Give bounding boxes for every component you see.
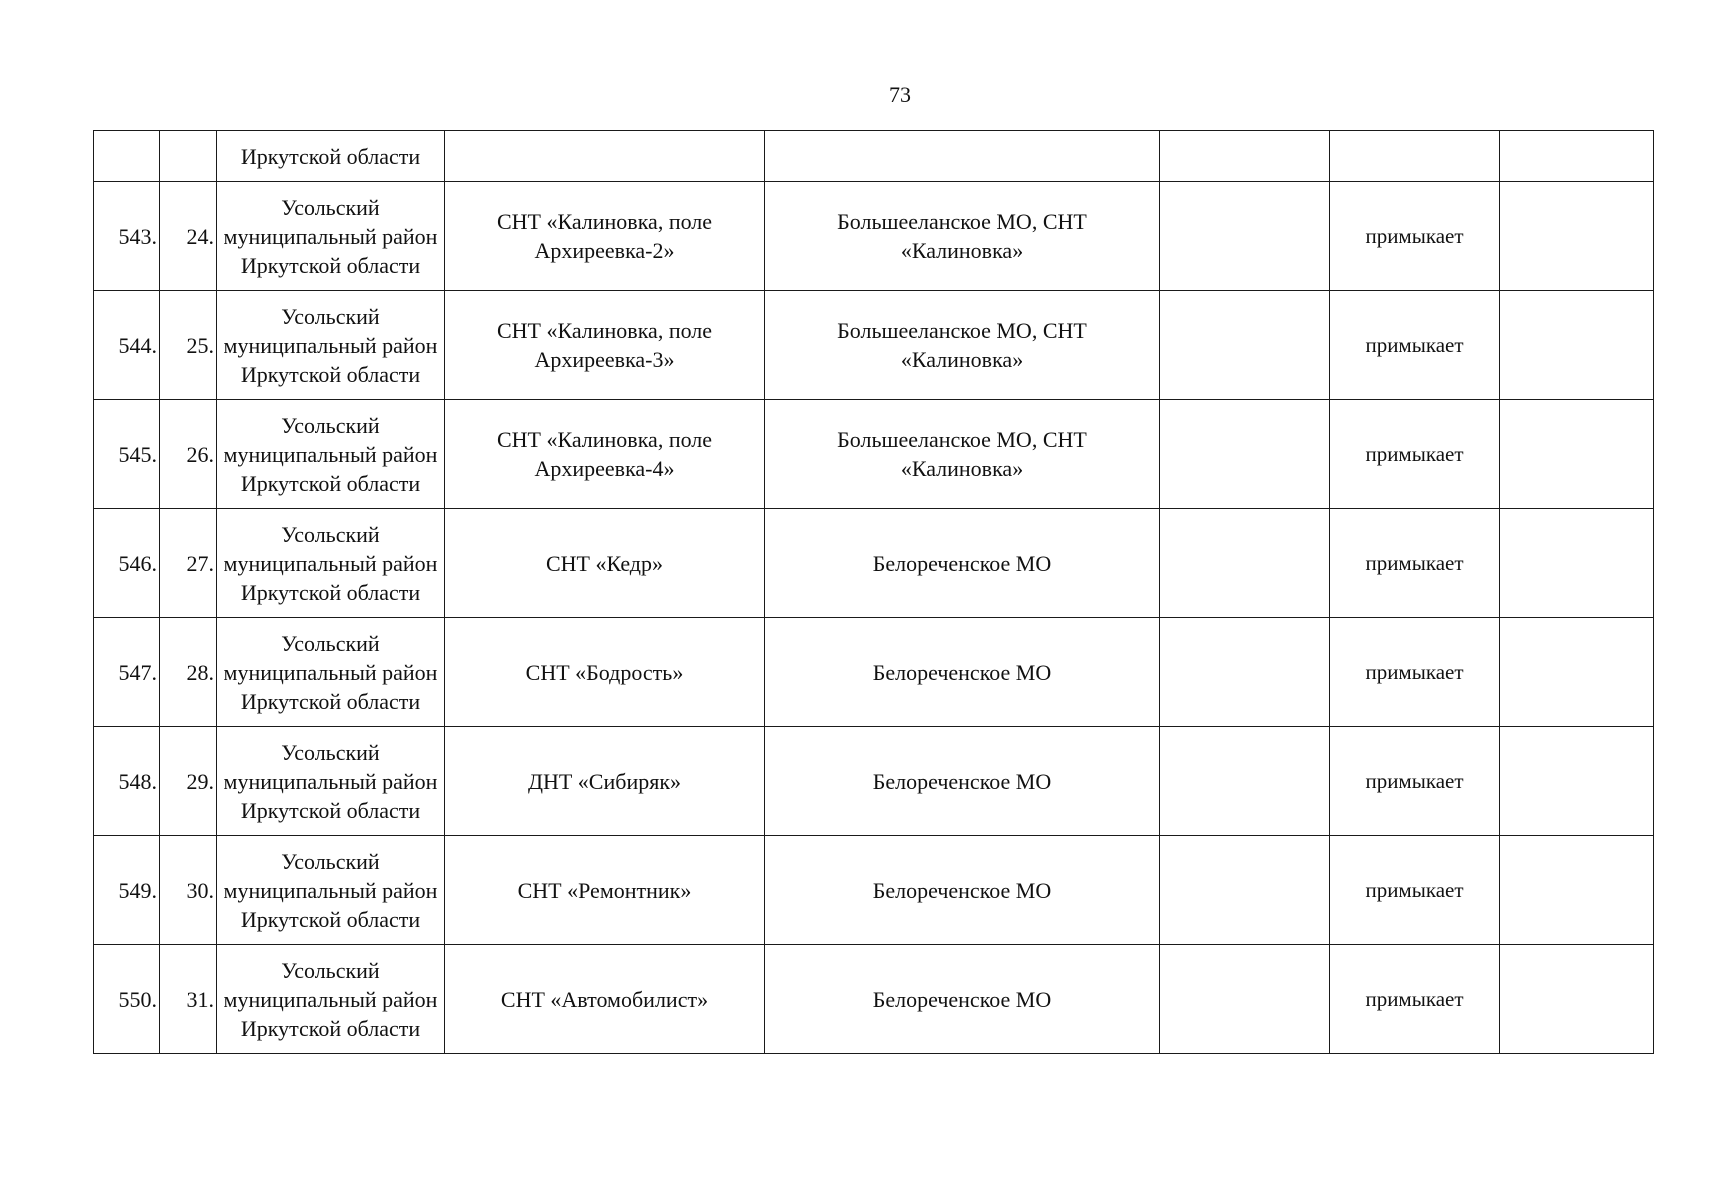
table-row	[94, 509, 1654, 618]
cell-municipality: Усольский муниципальный район Иркутской области	[217, 727, 445, 836]
cell-object: СНТ «Кедр»	[445, 509, 765, 618]
table-row	[94, 400, 1654, 509]
cell-global-no: 546.	[94, 509, 160, 618]
cell-col6	[1160, 618, 1330, 727]
cell-local-no: 28.	[160, 618, 217, 727]
cell-global-no: 545.	[94, 400, 160, 509]
cell-global-no: 549.	[94, 836, 160, 945]
cell-global-no: 544.	[94, 291, 160, 400]
cell-location	[765, 131, 1160, 182]
cell-object: СНТ «Автомобилист»	[445, 945, 765, 1054]
cell-status: примыкает	[1330, 509, 1500, 618]
table-row	[94, 291, 1654, 400]
cell-location: Большееланское МО, СНТ «Калиновка»	[765, 400, 1160, 509]
table-row	[94, 727, 1654, 836]
cell-object: СНТ «Калиновка, поле Архиреевка-2»	[445, 182, 765, 291]
cell-col8	[1500, 291, 1654, 400]
cell-municipality: Усольский муниципальный район Иркутской области	[217, 182, 445, 291]
cell-col6	[1160, 291, 1330, 400]
cell-object: СНТ «Калиновка, поле Архиреевка-3»	[445, 291, 765, 400]
cell-object: СНТ «Калиновка, поле Архиреевка-4»	[445, 400, 765, 509]
cell-status: примыкает	[1330, 182, 1500, 291]
cell-municipality: Усольский муниципальный район Иркутской области	[217, 836, 445, 945]
cell-col8	[1500, 618, 1654, 727]
cell-municipality: Иркутской области	[217, 131, 445, 182]
continuation-row	[94, 131, 1654, 182]
settlements-table	[93, 130, 1654, 1054]
cell-local-no: 29.	[160, 727, 217, 836]
cell-local-no	[160, 131, 217, 182]
cell-status: примыкает	[1330, 400, 1500, 509]
cell-location: Белореченское МО	[765, 727, 1160, 836]
cell-local-no: 31.	[160, 945, 217, 1054]
cell-local-no: 30.	[160, 836, 217, 945]
cell-col6	[1160, 131, 1330, 182]
cell-location: Большееланское МО, СНТ «Калиновка»	[765, 291, 1160, 400]
cell-col6	[1160, 509, 1330, 618]
cell-location: Белореченское МО	[765, 509, 1160, 618]
cell-col8	[1500, 945, 1654, 1054]
cell-col8	[1500, 131, 1654, 182]
cell-status: примыкает	[1330, 727, 1500, 836]
cell-col6	[1160, 727, 1330, 836]
cell-col8	[1500, 509, 1654, 618]
table-row	[94, 182, 1654, 291]
cell-col6	[1160, 836, 1330, 945]
cell-municipality: Усольский муниципальный район Иркутской области	[217, 945, 445, 1054]
cell-global-no: 543.	[94, 182, 160, 291]
cell-local-no: 25.	[160, 291, 217, 400]
cell-local-no: 27.	[160, 509, 217, 618]
cell-status: примыкает	[1330, 836, 1500, 945]
cell-object: СНТ «Бодрость»	[445, 618, 765, 727]
cell-global-no: 550.	[94, 945, 160, 1054]
cell-municipality: Усольский муниципальный район Иркутской области	[217, 509, 445, 618]
cell-municipality: Усольский муниципальный район Иркутской области	[217, 400, 445, 509]
table-row	[94, 945, 1654, 1054]
cell-col6	[1160, 182, 1330, 291]
cell-col6	[1160, 945, 1330, 1054]
cell-col8	[1500, 182, 1654, 291]
cell-status: примыкает	[1330, 291, 1500, 400]
table-row	[94, 836, 1654, 945]
cell-object	[445, 131, 765, 182]
cell-object: СНТ «Ремонтник»	[445, 836, 765, 945]
cell-global-no	[94, 131, 160, 182]
cell-global-no: 547.	[94, 618, 160, 727]
cell-local-no: 26.	[160, 400, 217, 509]
cell-location: Белореченское МО	[765, 836, 1160, 945]
cell-global-no: 548.	[94, 727, 160, 836]
page-number: 73	[889, 82, 911, 107]
cell-object: ДНТ «Сибиряк»	[445, 727, 765, 836]
cell-location: Белореченское МО	[765, 945, 1160, 1054]
cell-local-no: 24.	[160, 182, 217, 291]
cell-col8	[1500, 836, 1654, 945]
cell-status: примыкает	[1330, 945, 1500, 1054]
cell-location: Большееланское МО, СНТ «Калиновка»	[765, 182, 1160, 291]
table-row	[94, 618, 1654, 727]
cell-location: Белореченское МО	[765, 618, 1160, 727]
cell-col6	[1160, 400, 1330, 509]
table-body	[94, 131, 1654, 1054]
cell-municipality: Усольский муниципальный район Иркутской области	[217, 291, 445, 400]
cell-status	[1330, 131, 1500, 182]
cell-col8	[1500, 727, 1654, 836]
cell-municipality: Усольский муниципальный район Иркутской области	[217, 618, 445, 727]
cell-status: примыкает	[1330, 618, 1500, 727]
cell-col8	[1500, 400, 1654, 509]
